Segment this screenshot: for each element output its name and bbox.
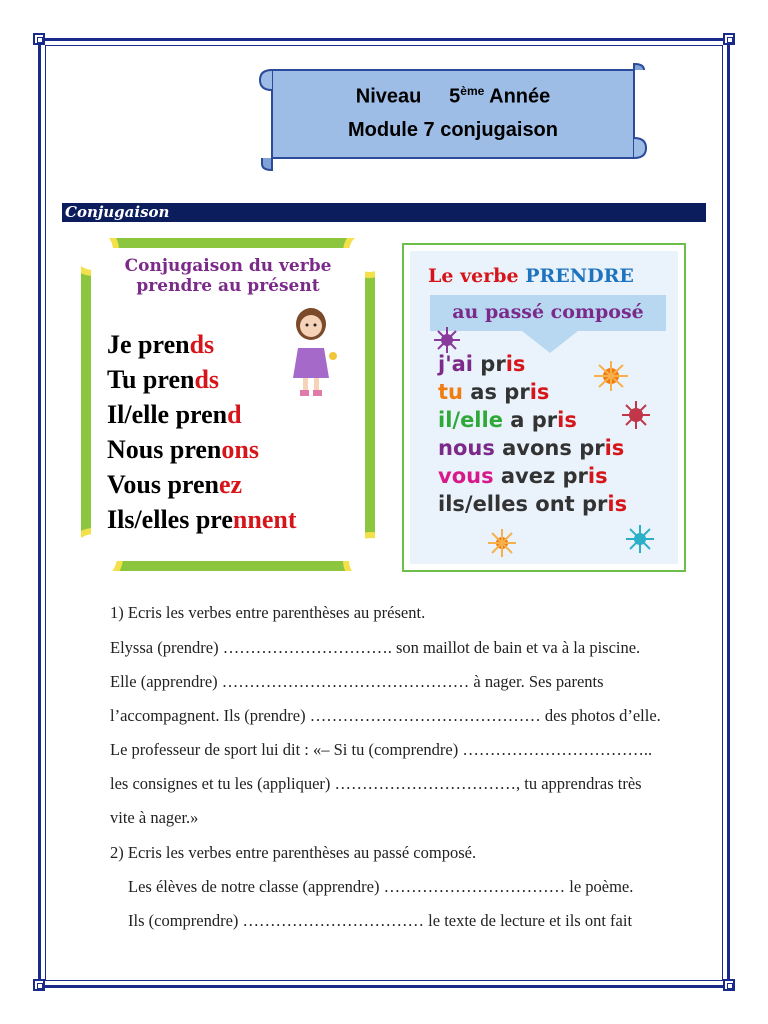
passe-title-a: Le verbe (428, 265, 519, 287)
verb-stem: Vous pren (107, 470, 219, 499)
passe-conjugation-row (438, 351, 525, 377)
present-conjugation-card (81, 238, 375, 571)
participle-ending: is (604, 436, 625, 460)
passe-title-b: PRENDRE (525, 265, 634, 287)
verb-stem: Il/elle pren (107, 400, 228, 429)
present-card-title-2: prendre au présent (136, 276, 320, 296)
exercise-line: Les élèves de notre classe (apprendre) …………………………… le poème. (128, 877, 634, 896)
pronoun: j'ai (438, 352, 473, 376)
corner-ornament-tl (33, 33, 45, 45)
passe-conjugation-row (438, 491, 627, 517)
sun-icon (594, 361, 628, 391)
passe-conjugation-row (438, 463, 608, 489)
present-conjugation-row (107, 330, 214, 360)
verb-stem: Tu pren (107, 365, 195, 394)
participle-stem: pr (524, 408, 558, 432)
pronoun: vous (438, 464, 494, 488)
exercise-line: Elle (apprendre) ……………………………………… à nager. Ses parents (110, 672, 604, 691)
present-conjugation-row (107, 435, 259, 465)
level-value: 5 (449, 85, 461, 108)
sun-icon (488, 529, 516, 557)
passe-conjugation-row (438, 379, 549, 405)
verb-stem: Nous pren (107, 435, 222, 464)
passe-subtitle-box (430, 295, 666, 331)
level-label: Niveau (355, 85, 422, 108)
present-conjugation-row (107, 470, 242, 500)
participle-stem: pr (496, 380, 530, 404)
passe-card-panel (410, 251, 678, 564)
participle-stem: pr (555, 464, 588, 488)
auxiliary: avons (494, 436, 572, 460)
verb-stem: Ils/elles pre (107, 505, 233, 534)
exercise-line: les consignes et tu les (appliquer) ……………………………, tu apprendras très (110, 774, 642, 793)
verb-ending: d (227, 400, 242, 429)
corner-ornament-tr (723, 33, 735, 45)
verb-ending: ds (194, 365, 220, 394)
corner-ornament-br (723, 979, 735, 991)
passe-compose-card (402, 243, 686, 572)
verb-ending: ons (221, 435, 259, 464)
sun-icon (626, 525, 654, 553)
pronoun: il/elle (438, 408, 503, 432)
pronoun: ils/elles (438, 492, 528, 516)
section-title: Conjugaison (62, 203, 706, 222)
exercise-line: Le professeur de sport lui dit : «– Si tu (comprendre) …………………………….. (110, 740, 653, 759)
participle-ending: is (557, 408, 577, 432)
exercise-line: 2) Ecris les verbes entre parenthèses au passé composé. (110, 843, 477, 862)
pronoun: nous (438, 436, 495, 460)
participle-ending: is (587, 464, 608, 488)
auxiliary: avez (493, 464, 556, 488)
level-line (258, 84, 648, 109)
auxiliary: a (502, 408, 525, 432)
exercise-line: 1) Ecris les verbes entre parenthèses au présent. (110, 603, 426, 622)
sun-icon (622, 401, 650, 429)
exercise-line: Ils (comprendre) …………………………… le texte de lecture et ils ont fait (128, 911, 633, 930)
verb-stem: Je pren (107, 330, 190, 359)
sun-icon (434, 327, 460, 353)
participle-ending: is (529, 380, 550, 404)
verb-ending: nnent (232, 505, 297, 534)
present-conjugation-row (107, 400, 242, 430)
header-scroll-banner (258, 62, 648, 174)
present-conjugation-row (107, 505, 296, 535)
module-title: Module 7 conjugaison (347, 119, 558, 141)
girl-illustration-icon (281, 304, 341, 400)
level-suffix: Année (489, 85, 551, 108)
participle-stem: pr (574, 492, 608, 516)
passe-subtitle: au passé composé (452, 301, 644, 323)
level-sup: ème (460, 84, 485, 98)
participle-stem: pr (473, 352, 506, 376)
participle-ending: is (505, 352, 526, 376)
exercise-line: Elyssa (prendre) …………………………. son maillot de bain et va à la piscine. (110, 638, 641, 657)
present-conjugation-row (107, 365, 219, 395)
corner-ornament-bl (33, 979, 45, 991)
passe-conjugation-row (438, 435, 624, 461)
participle-stem: pr (571, 436, 605, 460)
auxiliary: ont (527, 492, 575, 516)
auxiliary: as (463, 380, 497, 404)
exercise-line: vite à nager.» (110, 808, 199, 827)
verb-ending: ez (219, 470, 243, 499)
passe-card-title (428, 265, 634, 287)
participle-ending: is (607, 492, 628, 516)
present-card-panel (91, 248, 365, 561)
down-arrow-icon (522, 331, 578, 353)
verb-ending: ds (189, 330, 215, 359)
exercise-line: l’accompagnent. Ils (prendre) …………………………………… des photos d’elle. (110, 706, 661, 725)
present-card-title-1: Conjugaison du verbe (124, 256, 332, 276)
pronoun: tu (438, 380, 463, 404)
scroll-shape (258, 62, 648, 174)
passe-conjugation-row (438, 407, 577, 433)
